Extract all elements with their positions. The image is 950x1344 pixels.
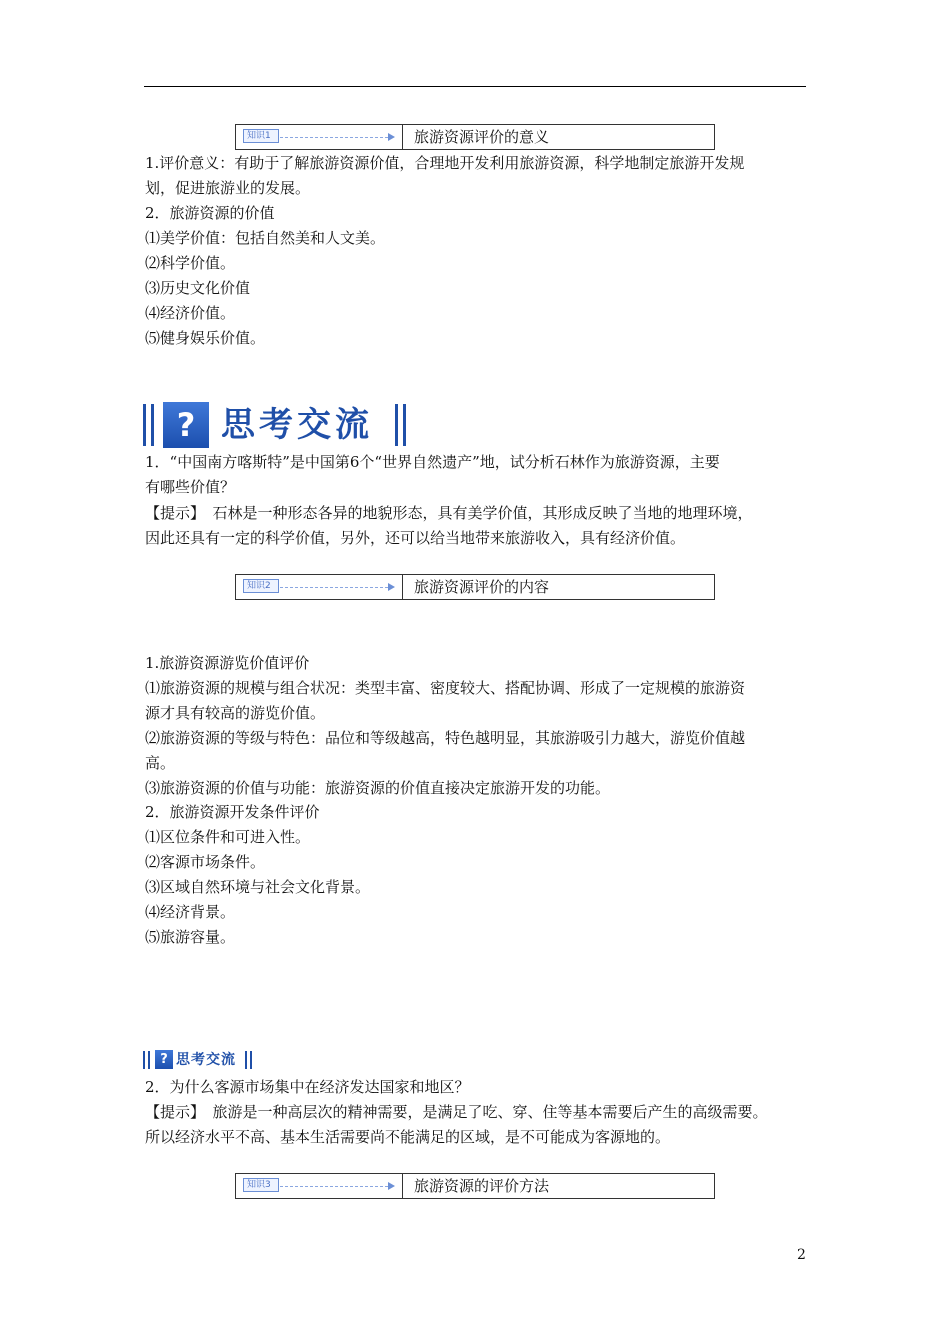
header-rule — [144, 86, 806, 87]
text-line: ⑶区域自然环境与社会文化背景。 — [145, 878, 371, 896]
knowledge-title: 旅游资源的评价方法 — [414, 1177, 550, 1195]
header-bar — [403, 404, 406, 446]
knowledge-title: 旅游资源评价的意义 — [414, 128, 550, 146]
text-line: 所以经济水平不高、基本生活需要尚不能满足的区域，是不可能成为客源地的。 — [145, 1128, 671, 1146]
text-line: 2．为什么客源市场集中在经济发达国家和地区？ — [145, 1078, 470, 1096]
text-line: 因此还具有一定的科学价值，另外，还可以给当地带来旅游收入，具有经济价值。 — [145, 529, 686, 547]
think-exchange-label: 思考交流 — [176, 1052, 236, 1068]
arrow-line — [280, 587, 388, 588]
text-line: 【提示】 旅游是一种高层次的精神需要，是满足了吃、穿、住等基本需要后产生的高级需要。 — [145, 1103, 768, 1121]
text-line: ⑷经济价值。 — [145, 304, 236, 322]
knowledge-box-1 — [235, 124, 715, 150]
page-number: 2 — [797, 1247, 806, 1263]
arrow-right-icon — [388, 1182, 395, 1190]
header-bar — [395, 404, 398, 446]
header-bar — [143, 404, 146, 446]
text-line: ⑸健身娱乐价值。 — [145, 329, 266, 347]
text-line: 2．旅游资源开发条件评价 — [145, 803, 320, 821]
knowledge-tag: 知识3 — [243, 1178, 279, 1192]
knowledge-tag: 知识2 — [243, 579, 279, 593]
text-line: 源才具有较高的游览价值。 — [145, 704, 326, 722]
text-line: ⑸旅游容量。 — [145, 928, 236, 946]
text-line: 2．旅游资源的价值 — [145, 204, 275, 222]
header-bar — [148, 1051, 150, 1069]
header-bar — [245, 1051, 247, 1069]
text-line: ⑶历史文化价值 — [145, 279, 251, 297]
think-exchange-header — [143, 402, 413, 448]
text-line: ⑴区位条件和可进入性。 — [145, 828, 311, 846]
knowledge-title: 旅游资源评价的内容 — [414, 578, 550, 596]
text-line: ⑴旅游资源的规模与组合状况：类型丰富、密度较大、搭配协调、形成了一定规模的旅游资 — [145, 679, 746, 697]
box-divider — [402, 575, 403, 599]
think-exchange-label: 思考交流 — [221, 405, 373, 445]
think-exchange-header-small — [143, 1050, 263, 1070]
header-bar — [143, 1051, 145, 1069]
text-line: ⑵科学价值。 — [145, 254, 236, 272]
question-icon: ? — [155, 1050, 173, 1069]
knowledge-box-2 — [235, 574, 715, 600]
text-line: 有哪些价值？ — [145, 478, 236, 496]
header-bar — [151, 404, 154, 446]
text-line: ⑵旅游资源的等级与特色：品位和等级越高，特色越明显，其旅游吸引力越大，游览价值越 — [145, 729, 746, 747]
text-line: ⑴美学价值：包括自然美和人文美。 — [145, 229, 386, 247]
box-divider — [402, 125, 403, 149]
text-line: 高。 — [145, 754, 176, 772]
knowledge-tag: 知识1 — [243, 129, 279, 143]
text-line: 划，促进旅游业的发展。 — [145, 179, 311, 197]
question-icon: ? — [163, 402, 209, 448]
arrow-right-icon — [388, 583, 395, 591]
text-line: 1.旅游资源游览价值评价 — [145, 654, 310, 672]
text-line: 1.评价意义：有助于了解旅游资源价值，合理地开发利用旅游资源，科学地制定旅游开发规 — [145, 154, 745, 172]
text-line: 1．“中国南方喀斯特”是中国第6个“世界自然遗产”地，试分析石林作为旅游资源，主要 — [145, 453, 720, 471]
text-line: ⑷经济背景。 — [145, 903, 236, 921]
text-line: ⑵客源市场条件。 — [145, 853, 266, 871]
arrow-right-icon — [388, 133, 395, 141]
arrow-line — [280, 137, 388, 138]
knowledge-box-3 — [235, 1173, 715, 1199]
text-line: 【提示】 石林是一种形态各异的地貌形态，具有美学价值，其形成反映了当地的地理环境， — [145, 504, 753, 522]
box-divider — [402, 1174, 403, 1198]
text-line: ⑶旅游资源的价值与功能：旅游资源的价值直接决定旅游开发的功能。 — [145, 779, 611, 797]
arrow-line — [280, 1186, 388, 1187]
header-bar — [250, 1051, 252, 1069]
